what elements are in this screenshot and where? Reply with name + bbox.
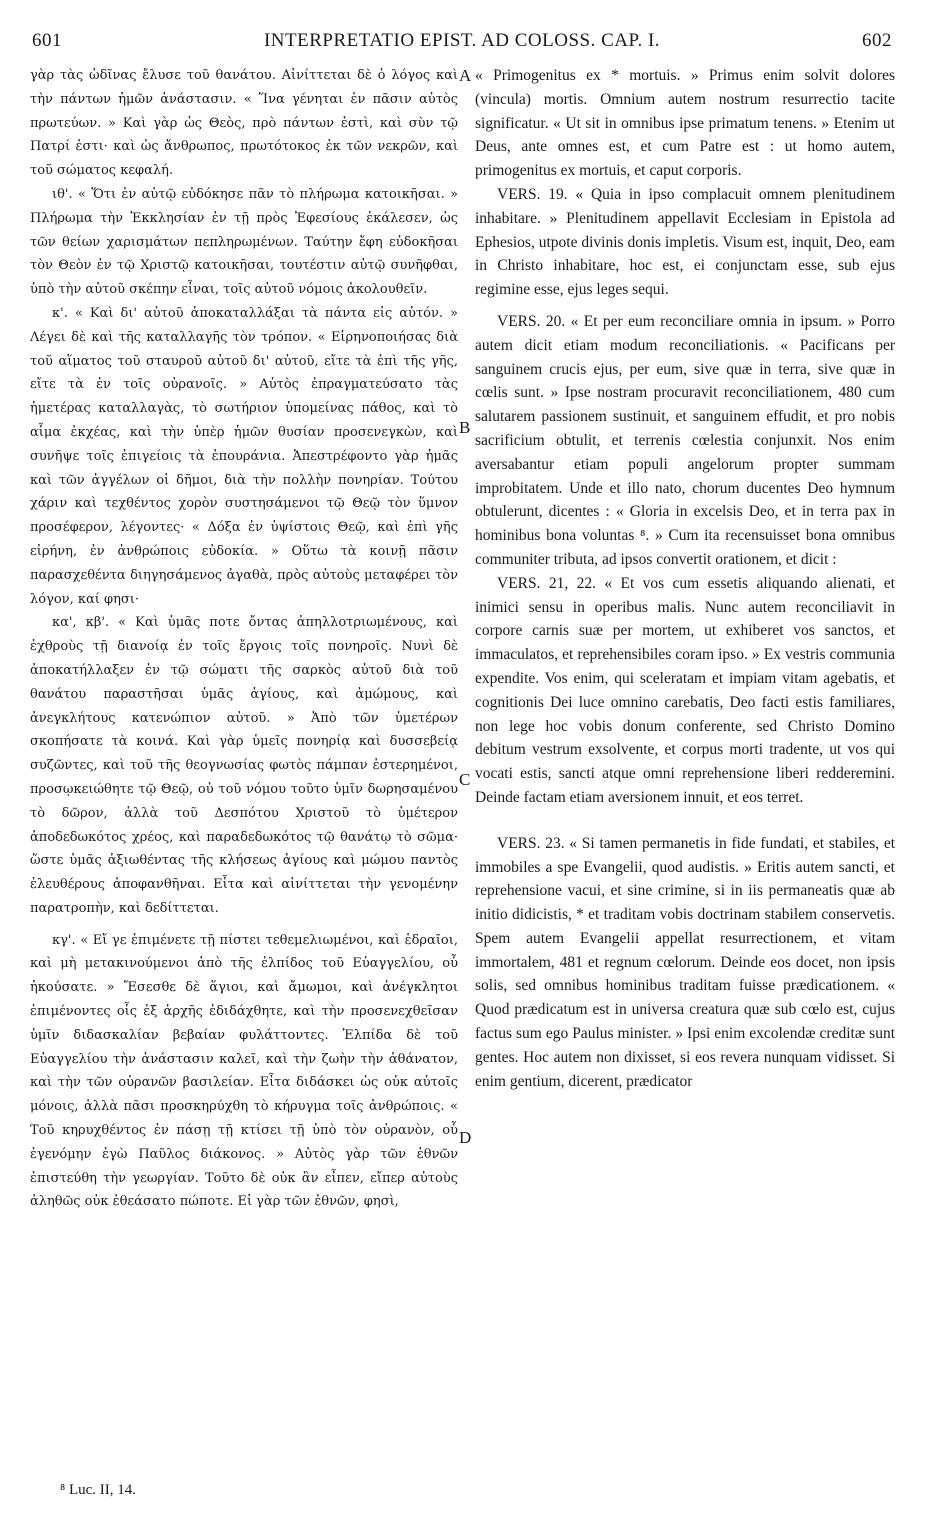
margin-marker-c: C [459,770,471,789]
margin-marker-a: A [459,66,472,85]
page-number-left: 601 [32,30,62,51]
latin-paragraph-3: VERS. 20. « Et per eum reconciliare omnia in ipsum. » Porro autem dicit etiam modum reconciliationis. « Pacificans per sanguinem crucis ejus, per eum, sive quæ in terra, sive quæ in cœlis sunt. » Ipse nostram procuravit reconciliationem, 480 cum salutarem passionem sustinuit, et sanguinem effudit, et pro nobis sacrificium obtulit, et terrenis cœlestia conjunxit. Nos enim aversabantur etiam populi angelorum propter summam improbitatem. Unde et illo nato, chorum ducentes Deo hymnum obtulerunt, dicentes : « Gloria in excelsis Deo, et in terra pax in hominibus bona voluntas ⁸. » Cum ita recensuisset bona omnibus communiter tributa, ad ipsos convertit orationem, et dicit : [475,312,895,568]
greek-paragraph-1: γὰρ τὰς ὠδῖνας ἔλυσε τοῦ θανάτου. Αἰνίττεται δὲ ὁ λόγος καὶ τὴν πάντων ἡμῶν ἀνάστασιν. « Ἵνα γένηται ἐν πᾶσιν αὐτὸς πρωτεύων. » Καὶ γὰρ ὡς Θεὸς, πρὸ πάντων ἐστὶ, καὶ σὺν τῷ Πατρί ἐστι· καὶ ὡς ἄνθρωπος, πρωτότοκος ἐκ τῶν νεκρῶν, καὶ τοῦ σώματος κεφαλή. [30,68,458,179]
running-title: INTERPRETATIO EPIST. AD COLOSS. CAP. I. [263,30,661,51]
greek-paragraph-3: κ'. « Καὶ δι' αὐτοῦ ἀποκαταλλάξαι τὰ πάντα εἰς αὐτόν. » Λέγει δὲ καὶ τῆς καταλλαγῆς τὸν τρόπον. « Εἰρηνοποιήσας διὰ τοῦ αἵματος τοῦ σταυροῦ αὐτοῦ δι' αὐτοῦ, εἴτε τὰ ἐπὶ τῆς γῆς, εἴτε τὰ ἐν τοῖς οὐρανοῖς. » Αὐτὸς ἐπραγματεύσατο τὰς ἡμετέρας καταλλαγὰς, τὸ σωτήριον ὑπομείνας πάθος, καὶ τὸ αἷμα ἐκχέας, καὶ τὴν ὑπὲρ ἡμῶν θυσίαν προσενεγκὼν, καὶ συνῆψε τοῖς ἐπιγείοις τὰ ἐπουράνια. Ἀπεστρέφοντο γὰρ ἡμᾶς καὶ τῶν ἀγγέλων οἱ δῆμοι, διὰ τὴν πολλὴν πονηρίαν. Τούτου χάριν καὶ τεχθέντος χορὸν συστησάμενοι τῷ Θεῷ τὸν ὕμνον προσέφερον, λέγοντες· « Δόξα ἐν ὑψίστοις Θεῷ, καὶ ἐπὶ γῆς εἰρήνη, ἐν ἀνθρώποις εὐδοκία. » Οὕτω τὰ κοινῇ πᾶσιν παρασχεθέντα διηγησάμενος ἀγαθὰ, πρὸς αὐτοὺς μεταφέρει τὸν λόγον, καί φησι· [30,305,458,607]
greek-paragraph-2: ιθ'. « Ὅτι ἐν αὐτῷ εὐδόκησε πᾶν τὸ πλήρωμα κατοικῆσαι. » Πλήρωμα τὴν Ἐκκλησίαν ἐν τῇ πρὸς Ἐφεσίους ἐκάλεσεν, ὡς τῶν θείων χαρισμάτων πεπληρωμένων. Ταύτην ἔφη εὐδοκῆσαι τὸν Θεὸν ἐν τῷ Χριστῷ κατοικῆσαι, τουτέστιν αὐτῷ συνῆφθαι, ὑπὸ τὴν αὐτοῦ σκέπην εἶναι, τοῖς αὐτοῦ νόμοις ἀκολουθεῖν. [30,186,458,298]
margin-marker-d: D [459,1128,472,1147]
latin-column [475,64,895,1093]
greek-paragraph-5: κγ'. « Εἴ γε ἐπιμένετε τῇ πίστει τεθεμελιωμένοι, καὶ ἑδραῖοι, καὶ μὴ μετακινούμενοι ἀπὸ τῆς ἐλπίδος τοῦ Εὐαγγελίου, οὗ ἠκούσατε. » Ἔσεσθε δὲ ἅγιοι, καὶ ἄμωμοι, καὶ ἀνέγκλητοι ἐπιμένοντες οἷς ἐξ ἀρχῆς ἐδιδάχθητε, καὶ τὴν προσενεχθεῖσαν ὑμῖν διδασκαλίαν βεβαίαν φυλάττοντες. Ἐλπίδα δὲ τοῦ Εὐαγγελίου τὴν ἀνάστασιν καλεῖ, καὶ τὴν ζωὴν τὴν ἀθάνατον, καὶ τὴν τῶν οὐρανῶν βασιλείαν. Εἶτα διδάσκει ὡς οὐκ αὐτοῖς μόνοις, ἀλλὰ πᾶσι προσκηρύχθη τὸ κήρυγμα τοῖς ἀνθρώποις. « Τοῦ κηρυχθέντος ἐν πάσῃ τῇ κτίσει τῇ ὑπὸ τὸν οὐρανὸν, οὗ ἐγενόμην ἐγὼ Παῦλος διάκονος. » Αὐτὸς γὰρ τῶν ἐθνῶν ἐπιστεύθη τὴν γεωργίαν. Τοῦτο δὲ οὐκ ἂν εἶπεν, εἴπερ αὐτοὺς ἀληθῶς οὐκ ἐθεάσατο πώποτε. Εἰ γὰρ τῶν ἐθνῶν, φησὶ, [30,932,458,1210]
latin-paragraph-5: VERS. 23. « Si tamen permanetis in fide fundati, et stabiles, et immobiles a spe Evangelii, quod audistis. » Eritis autem sancti, et reprehensione vacui, et sine crimine, si in iis permaneatis quæ ab initio didicistis, * et traditam vobis doctrinam stabilem conservetis. Spem autem Evangelii appellat resurrectionem, et vitam immortalem, 481 et regnum cœlorum. Deinde eos docet, non ipsis solis, sed omnibus hominibus traditam fuisse prædicationem. « Quod prædicatum est in universa creatura quæ sub cœlo est, cujus factus sum ego Paulus minister. » Ipsi enim excolendæ creditæ sunt gentes. Hoc autem non dixisset, si eos revera nunquam vidisset. Si enim gentium, dicerent, prædicator [475,834,895,1090]
margin-marker-b: B [459,418,471,437]
latin-paragraph-2: VERS. 19. « Quia in ipso complacuit omnem plenitudinem inhabitare. » Plenitudinem appellavit Ecclesiam in Epistola ad Ephesios, utpote divinis donis impletis. Visum est, inquit, Deo, eam in Christo inhabitare, hoc est, ei conjunctam esse, sub ejus regimine esse, ejus leges sequi. [475,185,895,299]
page-header [32,30,892,56]
footnote: ⁸ Luc. II, 14. [60,1482,137,1498]
greek-column [30,64,458,1214]
greek-paragraph-4: κα', κβ'. « Καὶ ὑμᾶς ποτε ὄντας ἀπηλλοτριωμένους, καὶ ἐχθροὺς τῇ διανοίᾳ ἐν τοῖς ἔργοις τοῖς πονηροῖς. Νυνὶ δὲ ἀποκατήλλαξεν ἐν τῷ σώματι τῆς σαρκὸς αὐτοῦ διὰ τοῦ θανάτου παραστῆσαι ὑμᾶς ἁγίους, καὶ ἀμώμους, καὶ ἀνεγκλήτους κατενώπιον αὐτοῦ. » Ἀπὸ τῶν ὑμετέρων σκοπήσατε τὰ κοινά. Καὶ γὰρ ὑμεῖς πονηρίᾳ καὶ δυσσεβείᾳ συζῶντες, καὶ τοῦ τῆς θεογνωσίας φωτὸς πάμπαν ἐστερημένοι, προσῳκειώθητε τῷ Θεῷ, οὐ τοῦ νόμου τοῦτο ὑμῖν δωρησαμένου τὸ δῶρον, ἀλλὰ τοῦ Δεσπότου Χριστοῦ τὸ ὑμέτερον ἀποδεδωκότος χρέος, καὶ παραδεδωκότος τῷ θανάτῳ τὸ σῶμα· ὥστε ὑμᾶς ἀξιωθέντας τῆς κλήσεως ἁγίους καὶ μώμου παντὸς ἐλευθέρους ἀποφανθῆναι. Εἶτα καὶ αἰνίττεται τὴν γενομένην παρατροπὴν, καὶ δεδίττεται. [30,615,458,916]
latin-paragraph-1: « Primogenitus ex * mortuis. » Primus enim solvit dolores (vincula) mortis. Omnium autem nostrum resurrectio tacite significatur. « Ut sit in omnibus ipse primatum tenens. » Etenim ut Deus, ante omnes est, et cum Patre est : ut homo autem, primogenitus ex mortuis, et caput corporis. [475,67,895,180]
page-number-right: 602 [862,30,892,51]
latin-paragraph-4: VERS. 21, 22. « Et vos cum essetis aliquando alienati, et inimici sensu in operibus malis. Nunc autem reconciliavit in corpore carnis suæ per mortem, ut exhiberet vos sanctos, et immaculatos, et reprehensibiles coram ipso. » Ex vestris communia expendite. Vos enim, qui sceleratam et impiam vitam agebatis, et cognitionis Dei luce omnino carebatis, Deo facti estis familiares, non lege hoc vobis donum conferente, sed Christo Domino debitum vestrum exsolvente, et corpus morti tradente, ut vos qui vocati estis, sancti atque omni reprehensione liberi redderemini. Deinde factam etiam aversionem innuit, et eos terret. [475,574,895,806]
